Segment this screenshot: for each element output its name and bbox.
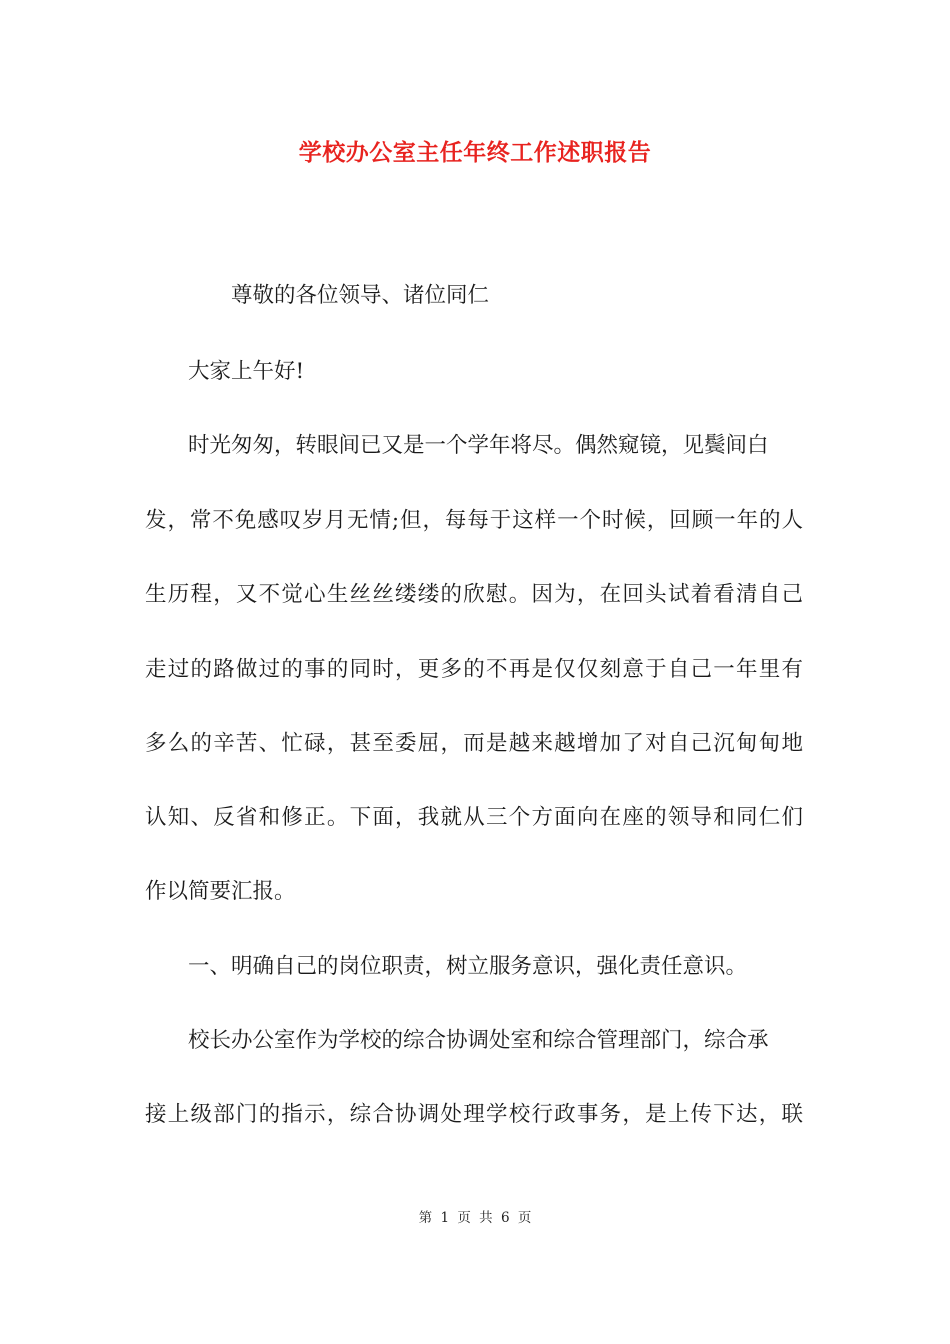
greeting: 大家上午好! [188,359,305,384]
paragraph-line: 走过的路做过的事的同时，更多的不再是仅仅刻意于自己一年里有 [145,657,803,682]
paragraph-line: 发，常不免感叹岁月无情;但，每每于这样一个时候，回顾一年的人 [145,508,803,533]
page-footer [0,1208,950,1228]
paragraph-line: 多么的辛苦、忙碌，甚至委屈，而是越来越增加了对自己沉甸甸地 [145,731,803,756]
paragraph-line: 生历程，又不觉心生丝丝缕缕的欣慰。因为，在回头试着看清自己 [145,582,803,607]
footer-page-word: 页 [457,1210,471,1226]
footer-total-prefix: 共 [479,1210,493,1226]
paragraph-line: 校长办公室作为学校的综合协调处室和综合管理部门，综合承 [188,1028,769,1053]
paragraph-line: 作以简要汇报。 [145,879,296,904]
footer-prefix: 第 [418,1210,433,1226]
paragraph-line: 认知、反省和修正。下面，我就从三个方面向在座的领导和同仁们 [145,805,803,830]
paragraph-line: 接上级部门的指示，综合协调处理学校行政事务，是上传下达，联 [145,1102,803,1127]
footer-suffix: 页 [517,1210,532,1226]
paragraph-line: 时光匆匆，转眼间已又是一个学年将尽。偶然窥镜，见鬓间白 [188,433,769,458]
salutation: 尊敬的各位领导、诸位同仁 [231,283,490,308]
footer-current-page: 1 [440,1210,450,1226]
footer-total-pages: 6 [500,1210,510,1226]
document-title: 学校办公室主任年终工作述职报告 [298,139,652,166]
section-heading: 一、明确自己的岗位职责，树立服务意识，强化责任意识。 [188,954,748,979]
